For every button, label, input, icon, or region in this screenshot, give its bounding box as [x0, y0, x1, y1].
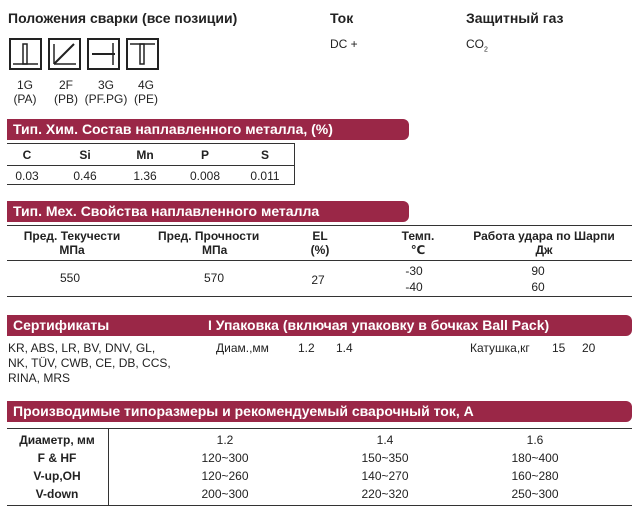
- mech-el-label: EL (%): [310, 229, 330, 257]
- packaging-diam-label: Диам.,мм: [216, 341, 269, 355]
- mech-tensile-value: 570: [203, 271, 225, 285]
- chem-section-title: Тип. Хим. Состав наплавленного металла, (%): [7, 119, 409, 140]
- current-cell: 180~400: [511, 451, 559, 465]
- vertical-position-icon: [87, 38, 120, 70]
- horizontal-fillet-icon: [48, 38, 81, 70]
- mech-el-value: 27: [311, 273, 325, 287]
- packaging-spool-label: Катушка,кг: [470, 341, 530, 355]
- chem-top-line: [7, 143, 294, 144]
- chem-value-mn: 1.36: [133, 169, 157, 183]
- mech-tensile-label: Пред. Прочности МПа: [158, 229, 260, 257]
- current-top-line: [7, 428, 632, 429]
- chem-right-line: [294, 143, 295, 185]
- current-bottom-line: [7, 505, 632, 506]
- mech-section-title: Тип. Мех. Свойства наплавленного металла: [7, 201, 409, 222]
- mech-mid-line: [7, 260, 632, 261]
- current-cell: 120~300: [201, 451, 249, 465]
- overhead-position-icon: [126, 38, 159, 70]
- current-section-title: Производимые типоразмеры и рекомендуемый сварочный ток, A: [7, 401, 632, 422]
- certs-section-title: Сертификаты: [13, 317, 110, 333]
- chem-header-si: Si: [79, 148, 91, 162]
- current-cell: 160~280: [511, 469, 559, 483]
- current-cell: 220~320: [361, 487, 409, 501]
- chem-mid-line: [7, 165, 294, 166]
- chem-header-p: P: [200, 148, 209, 162]
- current-cell: 120~260: [201, 469, 249, 483]
- positions-title: Положения сварки (все позиции): [8, 10, 238, 26]
- position-2f: 2F (PB): [54, 78, 78, 106]
- chem-header-s: S: [260, 148, 269, 162]
- current-col-diam: 1.4: [376, 433, 394, 447]
- certs-list: KR, ABS, LR, BV, DNV, GL, NK, TÜV, CWB, CE, DB, CCS, RINA, MRS: [8, 341, 171, 385]
- packaging-diam-value: 1.4: [336, 341, 353, 355]
- current-divider-line: [108, 428, 109, 506]
- mech-impact-value: 60: [531, 280, 545, 294]
- mech-bottom-line: [7, 296, 632, 297]
- current-cell: 150~350: [361, 451, 409, 465]
- mech-yield-value: 550: [59, 271, 81, 285]
- mech-temp-label: Темп. ℃: [401, 229, 435, 257]
- mech-impact-value: 90: [531, 264, 545, 278]
- chem-bottom-line: [7, 184, 294, 185]
- current-value: DC +: [330, 37, 358, 51]
- gas-value: $CO_2$: [466, 37, 488, 54]
- gas-title: Защитный газ: [466, 10, 564, 26]
- mech-temp-value: -40: [405, 280, 423, 294]
- current-row-label: Диаметр, мм: [19, 433, 95, 447]
- packaging-spool-value: 20: [582, 341, 596, 355]
- mech-impact-label: Работа удара по Шарпи Дж: [473, 229, 615, 257]
- current-cell: 250~300: [511, 487, 559, 501]
- mech-temp-value: -30: [405, 264, 423, 278]
- packaging-spool-value: 15: [552, 341, 566, 355]
- chem-header-mn: Mn: [136, 148, 154, 162]
- packaging-section-title: I Упаковка (включая упаковку в бочках Ball Pack): [208, 317, 550, 333]
- flat-position-icon: [9, 38, 42, 70]
- mech-yield-label: Пред. Текучести МПа: [23, 229, 121, 257]
- current-row-label: V-up,OH: [33, 469, 81, 483]
- packaging-diam-value: 1.2: [298, 341, 315, 355]
- current-row-label: V-down: [35, 487, 79, 501]
- certs-packaging-band: [7, 315, 632, 336]
- current-cell: 140~270: [361, 469, 409, 483]
- mech-top-line: [7, 225, 632, 226]
- current-cell: 200~300: [201, 487, 249, 501]
- chem-header-c: C: [22, 148, 32, 162]
- current-col-diam: 1.2: [216, 433, 234, 447]
- chem-value-c: 0.03: [15, 169, 39, 183]
- position-4g: 4G (PE): [134, 78, 158, 106]
- current-row-label: F & HF: [37, 451, 77, 465]
- position-3g: 3G (PF.PG): [84, 78, 128, 106]
- chem-value-p: 0.008: [189, 169, 221, 183]
- chem-value-si: 0.46: [73, 169, 97, 183]
- position-1g: 1G (PA): [13, 78, 37, 106]
- chem-value-s: 0.011: [250, 169, 280, 183]
- current-title: Ток: [330, 10, 354, 26]
- current-col-diam: 1.6: [526, 433, 544, 447]
